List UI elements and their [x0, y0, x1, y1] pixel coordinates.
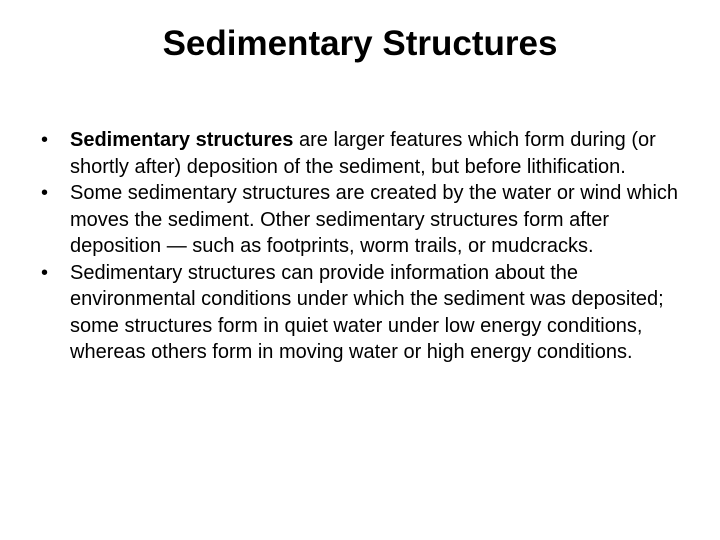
bullet-text: Sedimentary structures can provide information about the environmental conditions under which the sediment was deposited; some structures form in quiet water under low energy conditions, whereas others form in moving water or high energy conditions.: [70, 261, 664, 363]
bullet-list: [36, 127, 696, 366]
bullet-bold-term: Sedimentary structures: [70, 129, 294, 151]
bullet-dot-icon: •: [41, 129, 49, 151]
bullet-text: Some sedimentary structures are created by the water or wind which moves the sediment. Other sedimentary structures form after deposition — such as footprints, worm trails, or mudcracks.: [70, 182, 679, 257]
bullet-item-2: [36, 180, 696, 260]
slide-title: Sedimentary Structures: [162, 24, 558, 63]
bullet-dot-icon: •: [41, 261, 49, 284]
bullet-item-1: [36, 127, 696, 180]
bullet-item-3: [36, 260, 696, 366]
bullet-text: are larger features which form during (or shortly after) deposition of the sediment, but before lithification.: [70, 129, 656, 178]
bullet-dot-icon: •: [41, 182, 49, 204]
